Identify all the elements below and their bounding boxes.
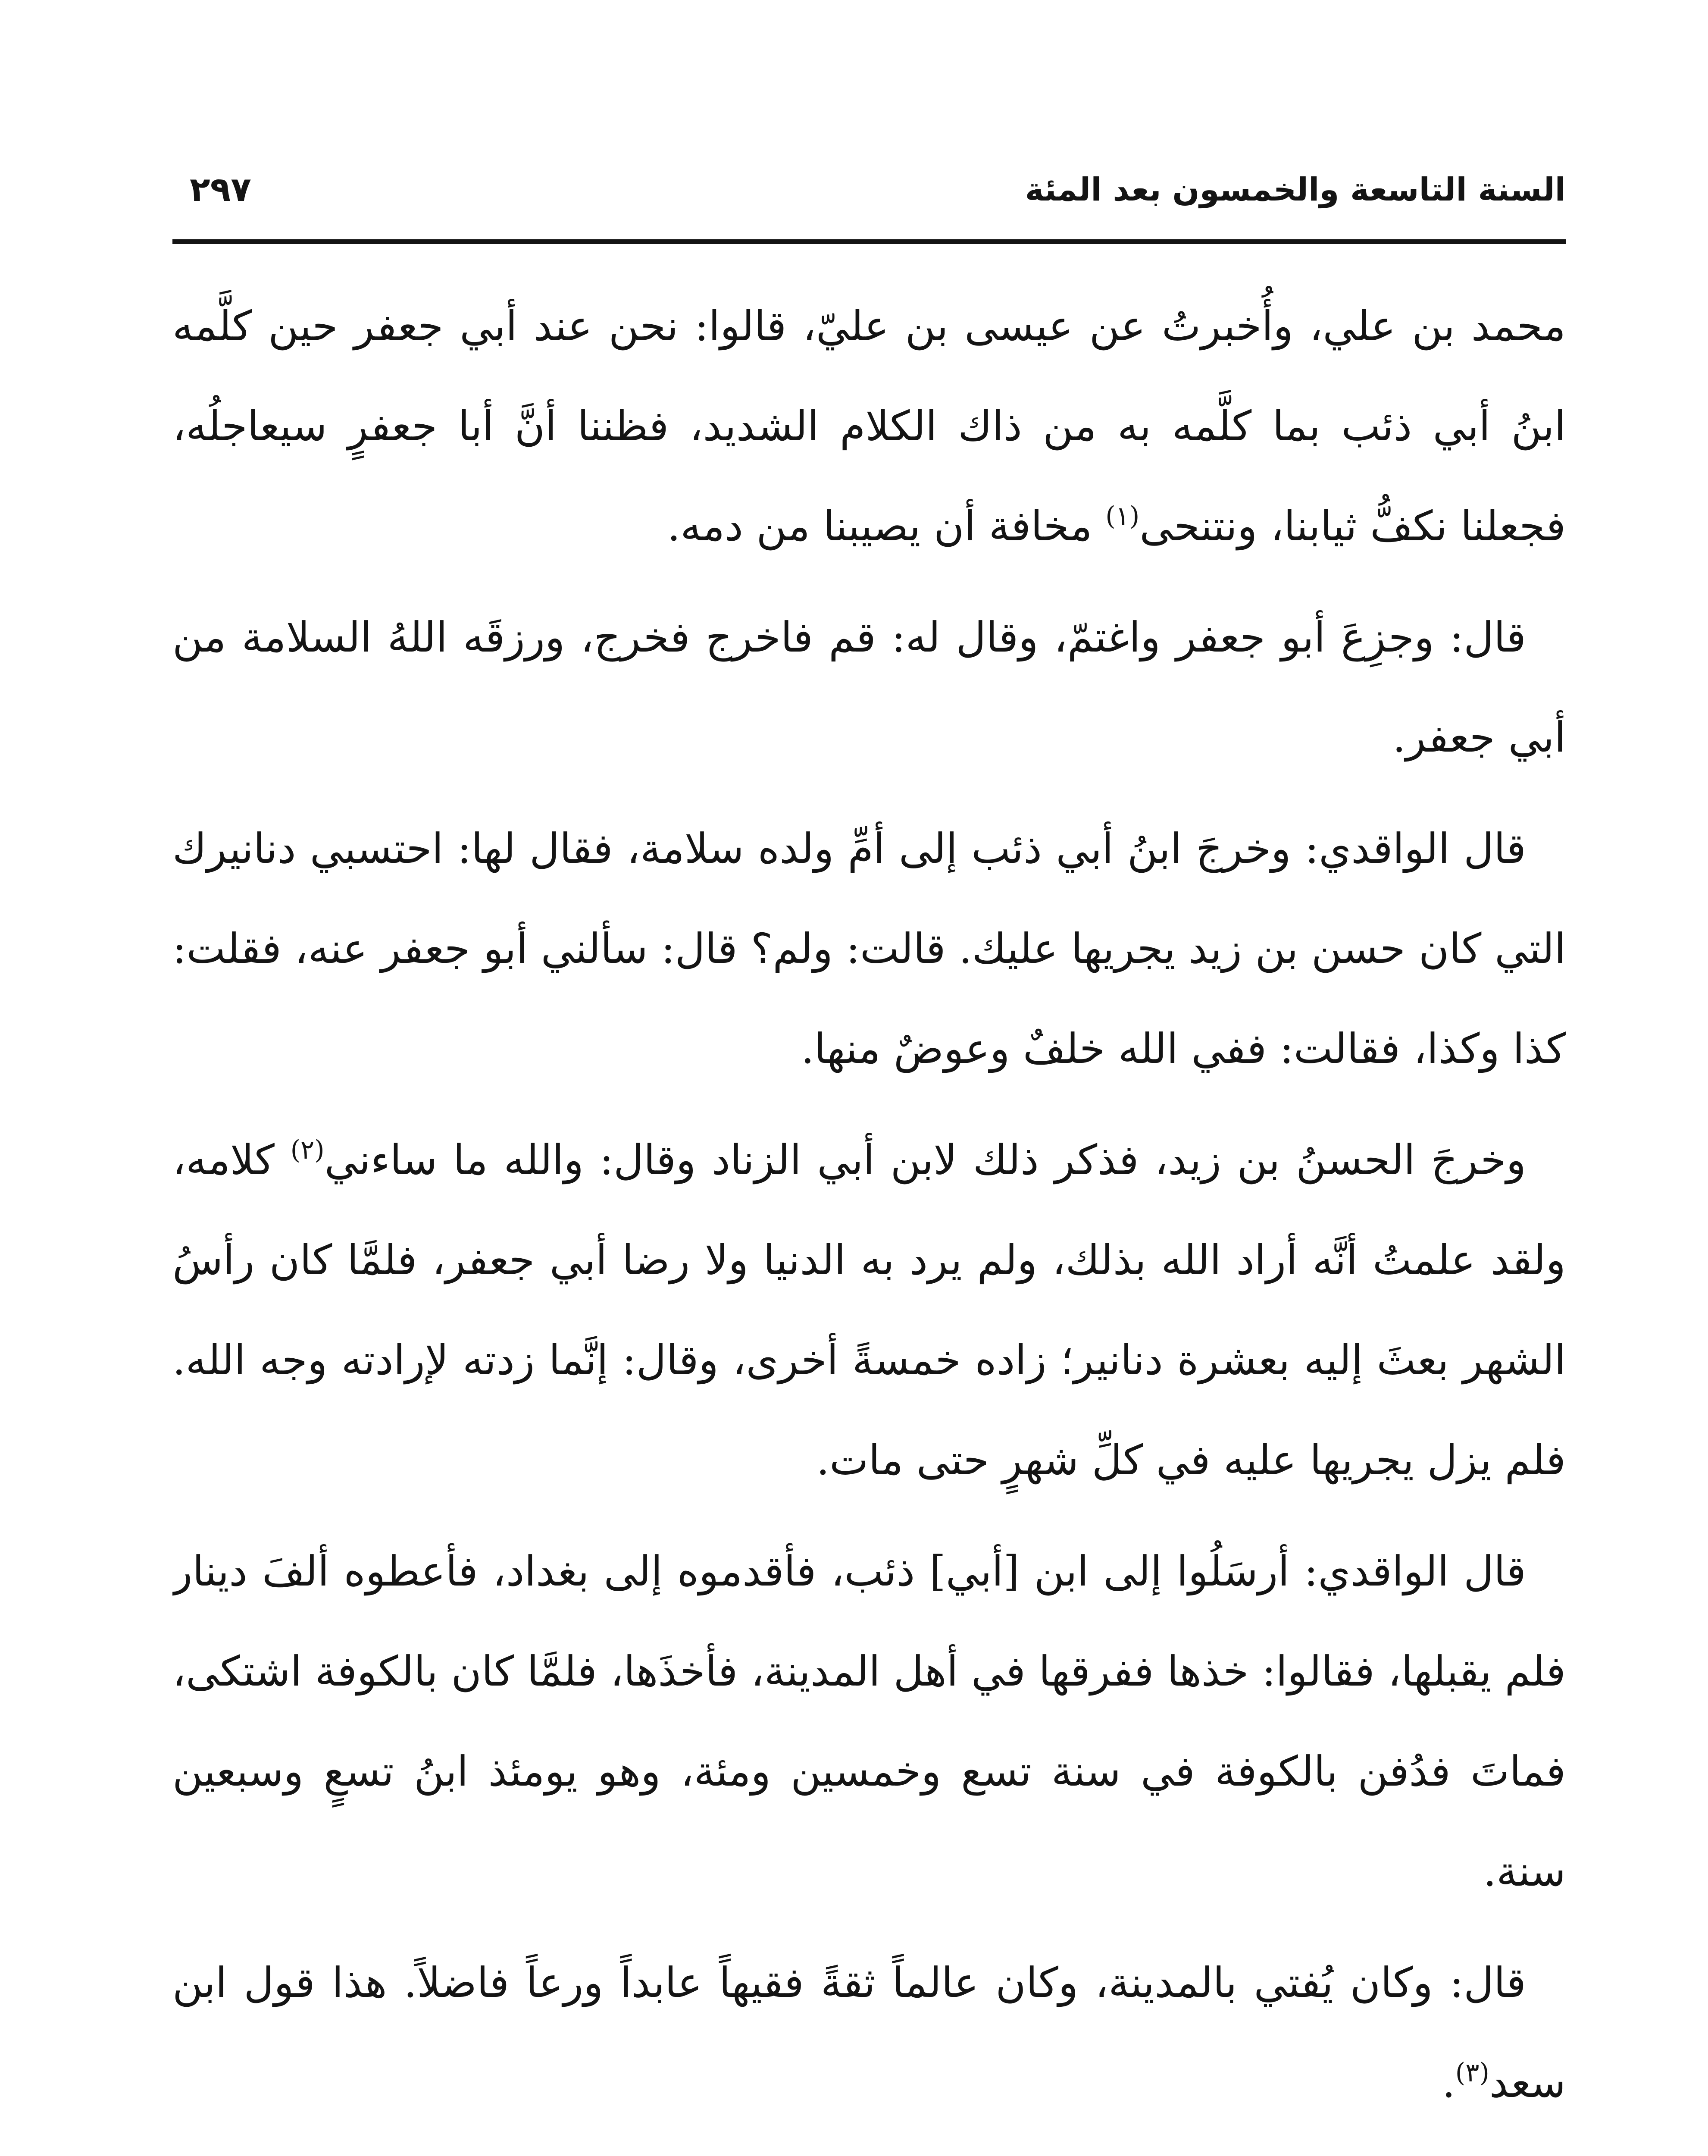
paragraph-text: قال: وجزِعَ أبو جعفر واغتمّ، وقال له: قم فاخرج فخرج، ورزقَه اللهُ السلامة من أبي جعفر. <box>172 613 1566 761</box>
header-rule <box>172 239 1566 244</box>
paragraph <box>172 276 1566 576</box>
paragraph <box>172 799 1566 1099</box>
paragraph <box>172 1521 1566 1921</box>
paragraph-text: مخافة أن يصيبنا من دمه. <box>667 502 1106 550</box>
footnote-marker: (١) <box>1105 501 1140 531</box>
footnote-marker: (٢) <box>290 1135 325 1165</box>
paragraph-text: قال الواقدي: أرسَلُوا إلى ابن [أبي] ذئب، فأقدموه إلى بغداد، فأعطوه ألفَ دينار فلم يقبلها، فقالوا: خذها ففرقها في أهل المدينة، فأخذَها، فلمَّا كان بالكوفة اشتكى، فماتَ فدُفن بالكوفة في سنة تسع وخمسين ومئة، وهو يومئذ ابنُ تسعٍ وسبعين سنة. <box>172 1547 1566 1896</box>
paragraph-text: . <box>1442 2059 1455 2107</box>
running-title: السنة التاسعة والخمسون بعد المئة <box>1025 171 1566 208</box>
footnote-marker: (٣) <box>1455 2058 1489 2088</box>
paragraph <box>172 2144 1566 2156</box>
paragraph-text: وخرجَ الحسنُ بن زيد، فذكر ذلك لابن أبي الزناد وقال: والله ما ساءني <box>324 1136 1527 1184</box>
main-text <box>172 276 1566 2156</box>
paragraph-text: قال الواقدي: وخرجَ ابنُ أبي ذئب إلى أمِّ ولده سلامة، فقال لها: احتسبي دنانيرك التي كان حسن بن زيد يجريها عليك. قالت: ولم؟ قال: سألني أبو جعفر عنه، فقلت: كذا وكذا، فقالت: ففي الله خلفٌ وعوضٌ منها. <box>172 824 1566 1073</box>
paragraph <box>172 1110 1566 1510</box>
paragraph-text: قال: وكان يُفتي بالمدينة، وكان عالماً ثقةً فقيهاً عابداً ورعاً فاضلاً. هذا قول ابن سعد <box>172 1959 1566 2107</box>
paragraph-text: كلامه، ولقد علمتُ أنَّه أراد الله بذلك، ولم يرد به الدنيا ولا رضا أبي جعفر، فلمَّا كان رأسُ الشهر بعثَ إليه بعشرة دنانير؛ زاده خمسةً أخرى، وقال: إنَّما زدته لإرادته وجه الله. فلم يزل يجريها عليه في كلِّ شهرٍ حتى مات. <box>172 1136 1566 1484</box>
page-header <box>172 164 1566 224</box>
paragraph-text: محمد بن علي، وأُخبرتُ عن عيسى بن عليّ، قالوا: نحن عند أبي جعفر حين كلَّمه ابنُ أبي ذئب بما كلَّمه به من ذاك الكلام الشديد، فظننا أنَّ أبا جعفرٍ سيعاجلُه، فجعلنا نكفُّ ثيابنا، ونتنحى <box>172 302 1566 550</box>
paragraph <box>172 587 1566 787</box>
paragraph <box>172 1933 1566 2133</box>
page-number: ٢٩٧ <box>190 170 251 209</box>
